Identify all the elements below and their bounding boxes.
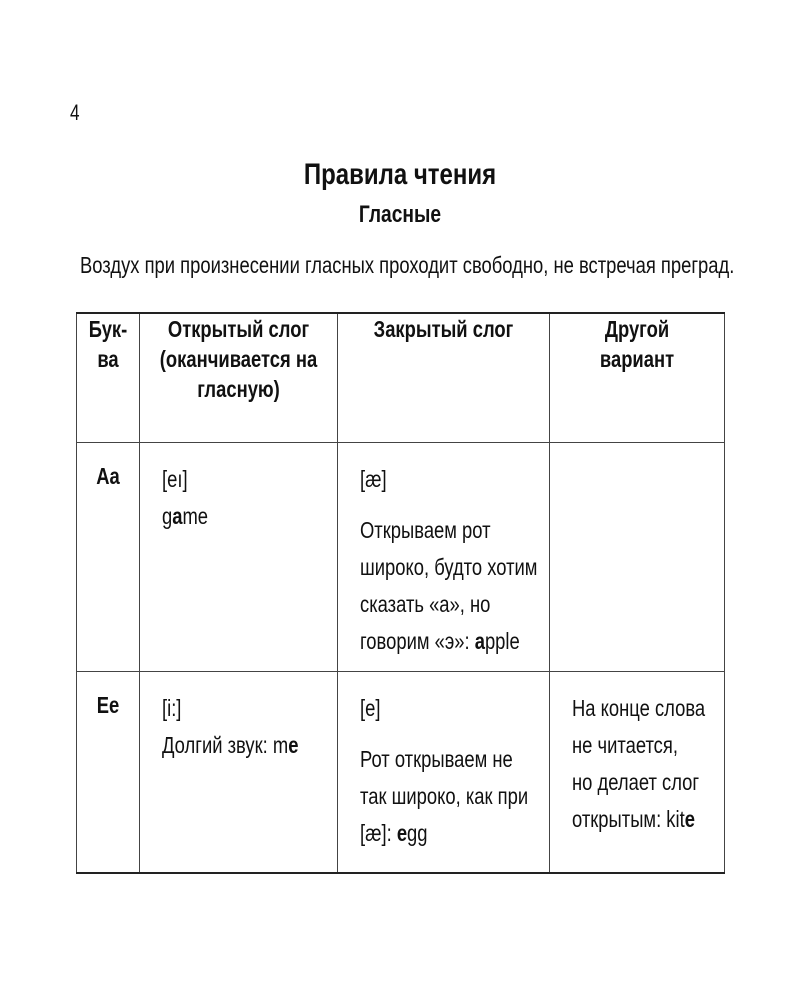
explanation-line: так широко, как при: [360, 783, 529, 809]
other-text: открытым: kit: [572, 806, 685, 832]
transcription: [æ]: [360, 466, 387, 492]
section-subtitle: Гласные: [358, 201, 442, 228]
cell-letter: [77, 672, 140, 874]
header-other-line1: Другой: [604, 316, 670, 342]
explanation-line: [360, 623, 549, 660]
header-open-line2: (оканчивается на: [159, 346, 318, 372]
header-letter: [77, 313, 140, 443]
highlighted-letter: a: [474, 628, 485, 654]
cell-other: [550, 672, 725, 874]
transcription: [eı]: [162, 466, 188, 492]
cell-letter: [77, 443, 140, 672]
header-closed: Закрытый слог: [373, 316, 514, 342]
header-open-line3: гласную): [197, 376, 280, 402]
explanation-line: [360, 815, 549, 852]
page-number: 4: [70, 100, 80, 125]
highlighted-letter: a: [172, 503, 183, 529]
letter-e: Ee: [96, 692, 120, 718]
example-text: pple: [484, 628, 520, 654]
cell-closed: [338, 672, 550, 874]
letter-a: Aa: [96, 463, 120, 489]
transcription: [e]: [360, 695, 381, 721]
highlighted-letter: e: [288, 732, 299, 758]
header-letter-line1: Бук-: [88, 316, 128, 342]
example-word: [162, 498, 337, 535]
example-text: g: [162, 503, 173, 529]
transcription: [i:]: [162, 695, 182, 721]
table-row-a: [77, 443, 725, 672]
explanation-line: широко, будто хотим: [360, 554, 538, 580]
other-line: На конце слова: [572, 695, 706, 721]
header-other-variant: [550, 313, 725, 443]
other-line: не читается,: [572, 732, 678, 758]
other-line: но делает слог: [572, 769, 700, 795]
header-open-line1: Открытый слог: [167, 316, 310, 342]
header-letter-line2: ва: [97, 346, 119, 372]
explanation-text: [æ]:: [360, 820, 397, 846]
example-text: me: [182, 503, 209, 529]
example-text: gg: [407, 820, 428, 846]
cell-other: [550, 443, 725, 672]
explanation-line: Открываем рот: [360, 517, 491, 543]
explanation-text: говорим «э»:: [360, 628, 475, 654]
highlighted-letter: e: [684, 806, 695, 832]
explanation-line: сказать «а», но: [360, 591, 491, 617]
cell-open: [140, 672, 338, 874]
header-closed-syllable: [338, 313, 550, 443]
cell-closed: [338, 443, 550, 672]
table-row-e: [77, 672, 725, 874]
example-text: Долгий звук: m: [162, 732, 289, 758]
intro-paragraph: Воздух при произнесении гласных проходит свободно, не встречая преград.: [80, 252, 735, 278]
example-word: [162, 727, 337, 764]
cell-open: [140, 443, 338, 672]
explanation-line: Рот открываем не: [360, 746, 513, 772]
header-other-line2: вариант: [599, 346, 675, 372]
header-open-syllable: [140, 313, 338, 443]
reading-rules-table: [76, 312, 725, 874]
page-title: Правила чтения: [303, 158, 497, 191]
highlighted-letter: e: [396, 820, 408, 846]
table-header-row: [77, 313, 725, 443]
other-line: [572, 801, 724, 838]
